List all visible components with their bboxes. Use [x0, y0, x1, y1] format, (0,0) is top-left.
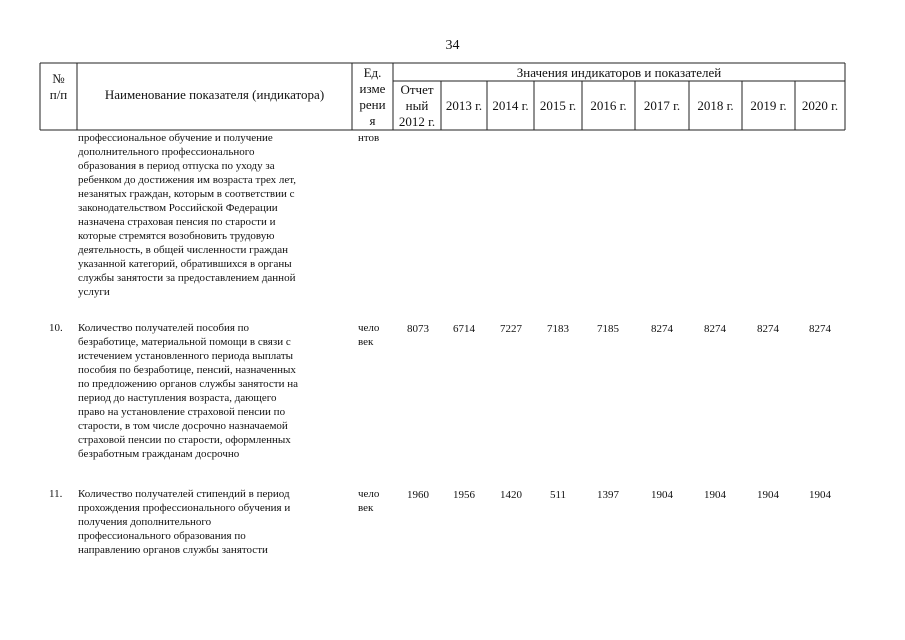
row-name-line: безработице, материальной помощи в связи с: [78, 336, 291, 348]
row-continuation-unit: [358, 131, 392, 145]
header-indicator-name: Наименование показателя (индикатора): [104, 87, 325, 102]
header-year-2019: 2019 г.: [750, 98, 787, 113]
row-name-line: дополнительного профессионального: [78, 146, 255, 158]
row-name-line: период до наступления возраста, дающего: [78, 392, 277, 404]
header-year-2020: 2020 г.: [801, 98, 839, 113]
row-name-line: прохождения профессионального обучения и: [78, 502, 291, 514]
unit-line: чело: [358, 322, 380, 334]
unit-line: век: [358, 336, 374, 348]
page-number: 34: [445, 38, 460, 53]
unit-line: век: [358, 502, 374, 514]
row-name-line: безработным гражданам досрочно: [78, 448, 240, 460]
row-10-value-2016: 7185: [597, 323, 619, 335]
row-name-line: пособия по безработице, пенсий, назначенных: [78, 364, 296, 376]
row-11-value-2018: 1904: [704, 489, 726, 501]
header-unit-line3: рени: [359, 97, 386, 112]
header-number-label: п/п: [49, 87, 68, 102]
row-10-value-2015: 7183: [547, 323, 569, 335]
row-11-value-2016: 1397: [597, 489, 619, 501]
header-report-line1: Отчет: [400, 82, 434, 97]
unit-line: нтов: [358, 132, 380, 144]
row-name-line: незанятых граждан, которым в соответствии с: [78, 188, 295, 200]
row-11-value-2012: 1960: [407, 489, 429, 501]
header-year-2016: 2016 г.: [590, 98, 627, 113]
row-11-unit: [358, 487, 392, 515]
row-11-number: 11.: [49, 488, 63, 500]
row-name-line: направлению органов службы занятости: [78, 544, 268, 556]
header-unit-line1: Ед.: [363, 65, 382, 80]
row-10-value-2017: 8274: [651, 323, 673, 335]
row-name-line: назначена страховая пенсия по старости и: [78, 216, 276, 228]
header-report-line3: 2012 г.: [398, 114, 436, 129]
row-name-line: страховой пенсии по старости, оформленных: [78, 434, 291, 446]
row-10-name: [78, 321, 346, 461]
row-10-value-2012: 8073: [407, 323, 429, 335]
row-name-line: по предложению органов службы занятости на: [78, 378, 298, 390]
row-11-value-2015: 511: [549, 489, 567, 501]
row-11-value-2020: 1904: [809, 489, 831, 501]
row-name-line: службы занятости за предоставлением данной: [78, 272, 296, 284]
header-report-line2: ный: [405, 98, 429, 113]
row-11-value-2014: 1420: [500, 489, 522, 501]
header-unit-line4: я: [369, 113, 376, 128]
row-11-value-2019: 1904: [757, 489, 779, 501]
header-number-symbol: №: [52, 71, 65, 86]
row-name-line: услуги: [78, 286, 110, 298]
row-name-line: деятельность, в общей численности граждан: [78, 244, 289, 256]
row-10-value-2013: 6714: [453, 323, 475, 335]
row-name-line: получения дополнительного: [78, 516, 212, 528]
row-name-line: старости, в том числе досрочно назначаемой: [78, 420, 288, 432]
row-10-value-2020: 8274: [809, 323, 831, 335]
row-11-name: [78, 487, 346, 557]
row-continuation-name: [78, 131, 346, 299]
header-year-2018: 2018 г.: [697, 98, 734, 113]
row-10-unit: [358, 321, 392, 349]
row-name-line: которые стремятся возобновить трудовую: [78, 230, 275, 242]
header-year-2014: 2014 г.: [492, 98, 529, 113]
row-name-line: Количество получателей пособия по: [78, 322, 250, 334]
row-name-line: истечением установленного периода выплаты: [78, 350, 294, 362]
row-10-value-2014: 7227: [500, 323, 522, 335]
header-unit-line2: изме: [359, 81, 386, 96]
row-name-line: Количество получателей стипендий в период: [78, 488, 290, 500]
header-year-2013: 2013 г.: [445, 98, 483, 113]
row-10-value-2018: 8274: [704, 323, 726, 335]
row-10-number: 10.: [49, 322, 63, 334]
header-year-2017: 2017 г.: [643, 98, 681, 113]
unit-line: чело: [358, 488, 380, 500]
row-11-value-2013: 1956: [453, 489, 475, 501]
row-name-line: ребенком до достижения им возраста трех лет,: [78, 174, 297, 186]
row-name-line: профессиональное обучение и получение: [78, 132, 273, 144]
row-name-line: профессионального образования по: [78, 530, 246, 542]
row-11-value-2017: 1904: [651, 489, 673, 501]
header-year-2015: 2015 г.: [539, 98, 577, 113]
row-name-line: указанной категорий, обратившихся в органы: [78, 258, 292, 270]
row-name-line: законодательством Российской Федерации: [78, 202, 278, 214]
row-10-value-2019: 8274: [757, 323, 779, 335]
row-name-line: право на установление страховой пенсии по: [78, 406, 286, 418]
header-values-group: Значения индикаторов и показателей: [516, 65, 722, 80]
row-name-line: образования в период отпуска по уходу за: [78, 160, 275, 172]
